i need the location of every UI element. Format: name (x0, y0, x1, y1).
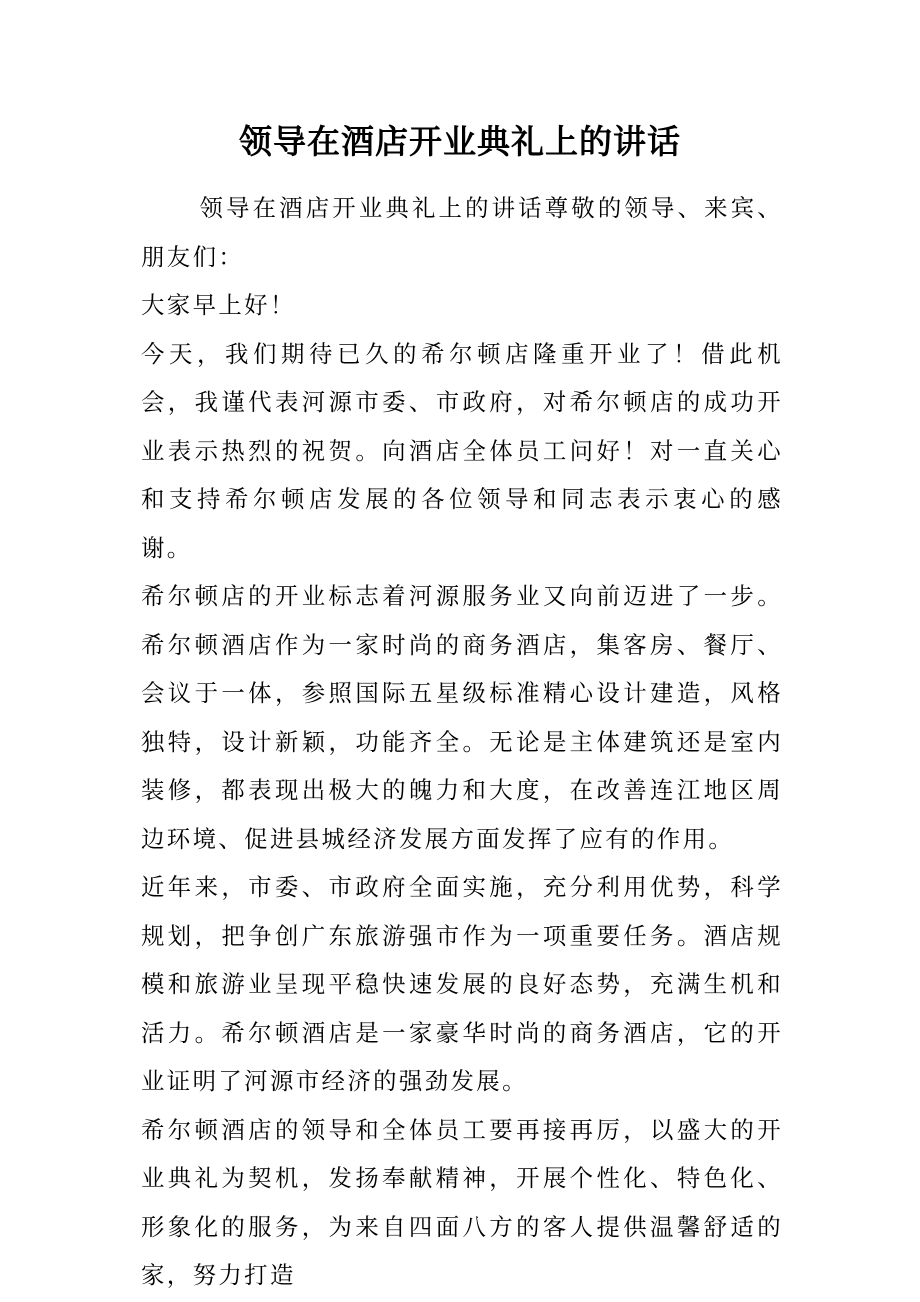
paragraph-city-development: 近年来，市委、市政府全面实施，充分利用优势，科学规划，把争创广东旅游强市作为一项重要任务。酒店规模和旅游业呈现平稳快速发展的良好态势，充满生机和活力。希尔顿酒店是一家豪华时尚的商务酒店，它的开业证明了河源市经济的强劲发展。 (141, 873, 783, 1095)
paragraph-encouragement: 希尔顿酒店的领导和全体员工要再接再厉，以盛大的开业典礼为契机，发扬奉献精神，开展个性化、特色化、形象化的服务，为来自四面八方的客人提供温馨舒适的家，努力打造 (141, 1115, 783, 1289)
paragraph-congratulations: 今天，我们期待已久的希尔顿店隆重开业了！借此机会，我谨代表河源市委、市政府，对希尔顿店的成功开业表示热烈的祝贺。向酒店全体员工问好！对一直关心和支持希尔顿店发展的各位领导和同志表示衷心的感谢。 (141, 339, 783, 562)
document-title: 领导在酒店开业典礼上的讲话 (239, 122, 681, 161)
paragraph-hotel-description: 希尔顿店的开业标志着河源服务业又向前迈进了一步。希尔顿酒店作为一家时尚的商务酒店，集客房、餐厅、会议于一体，参照国际五星级标准精心设计建造，风格独特，设计新颖，功能齐全。无论是主体建筑还是室内装修，都表现出极大的魄力和大度，在改善连江地区周边环境、促进县城经济发展方面发挥了应有的作用。 (141, 582, 783, 853)
paragraph-morning: 大家早上好！ (141, 291, 296, 319)
document-body (141, 184, 783, 1300)
paragraph-greeting: 领导在酒店开业典礼上的讲话尊敬的领导、来宾、朋友们： (141, 194, 783, 271)
